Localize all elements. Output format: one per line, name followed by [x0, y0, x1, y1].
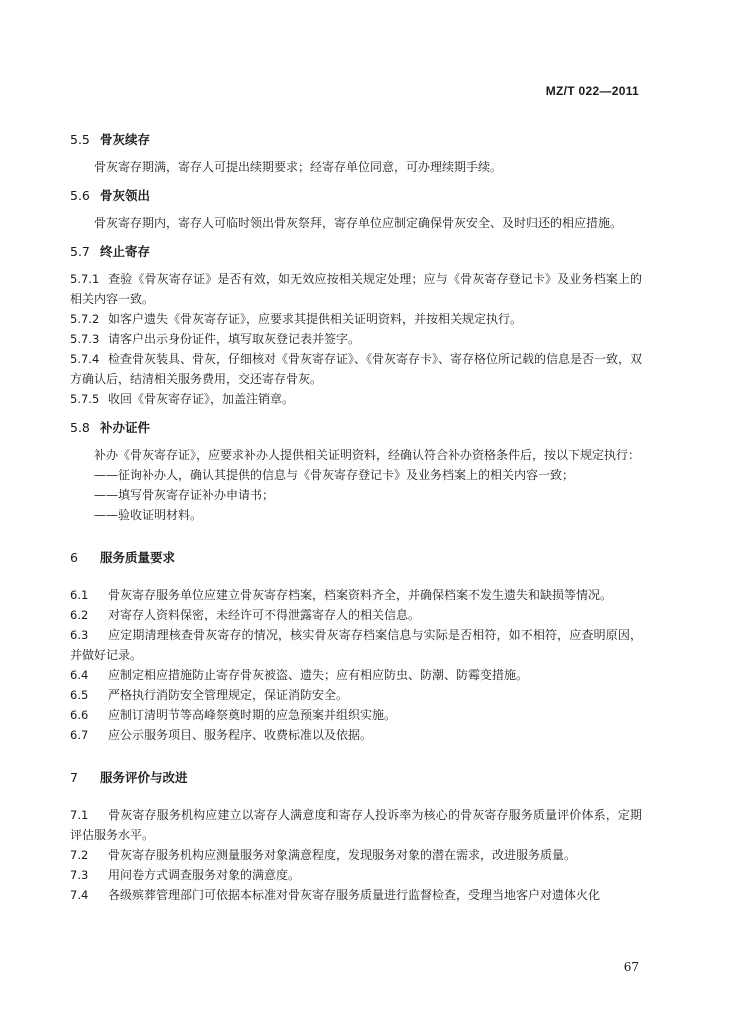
section-number: 7 [70, 770, 78, 785]
clause-number: 7.4 [70, 888, 89, 902]
clause-number: 6.2 [70, 608, 89, 622]
clause-number: 6.1 [70, 588, 89, 602]
clause-text: 应制订清明节等高峰祭奠时期的应急预案并组织实施。 [108, 708, 397, 722]
clause-6-5 [70, 685, 642, 705]
clause-text: 应定期清理核查骨灰寄存的情况，核实骨灰寄存档案信息与实际是否相符，如不相符，应查明原因，并做好记录。 [70, 628, 642, 662]
clause-5-7-5 [70, 389, 642, 409]
clause-text: 用问卷方式调查服务对象的满意度。 [108, 868, 301, 882]
clause-number: 5.7.2 [70, 312, 100, 326]
clause-text: 如客户遗失《骨灰寄存证》，应要求其提供相关证明资料，并按相关规定执行。 [108, 312, 523, 326]
clause-5-7-4 [70, 349, 642, 389]
section-title: 骨灰领出 [100, 188, 151, 203]
section-number: 5.5 [70, 132, 90, 147]
clause-number: 5.7.3 [70, 332, 100, 346]
section-5-8-paragraph: 补办《骨灰寄存证》，应要求补办人提供相关证明资料，经确认符合补办资格条件后，按以下规定执行： [94, 448, 641, 462]
clause-5-7-2 [70, 309, 642, 329]
clause-text: 骨灰寄存服务单位应建立骨灰寄存档案，档案资料齐全，并确保档案不发生遗失和缺损等情况。 [108, 588, 613, 602]
clause-text: 收回《骨灰寄存证》，加盖注销章。 [108, 392, 295, 406]
clause-text: 各级殡葬管理部门可依据本标准对骨灰寄存服务质量进行监督检查，受理当地客户对遗体火化 [108, 888, 601, 902]
clause-6-6 [70, 705, 642, 725]
dash-item: ——验收证明材料。 [94, 508, 203, 522]
clause-number: 7.3 [70, 868, 89, 882]
clause-7-1 [70, 805, 642, 845]
clause-number: 6.7 [70, 728, 89, 742]
clause-text: 查验《骨灰寄存证》是否有效，如无效应按相关规定处理；应与《骨灰寄存登记卡》及业务档案上的相关内容一致。 [70, 272, 642, 306]
page-number: 67 [623, 960, 639, 974]
section-title: 服务评价与改进 [100, 770, 188, 785]
clause-number: 6.4 [70, 668, 89, 682]
clause-text: 应公示服务项目、服务程序、收费标准以及依据。 [108, 728, 373, 742]
section-title: 补办证件 [100, 420, 151, 435]
section-title: 服务质量要求 [100, 550, 176, 565]
clause-7-4 [70, 885, 642, 905]
clause-number: 7.2 [70, 848, 89, 862]
section-title: 骨灰续存 [100, 132, 151, 147]
clause-7-3 [70, 865, 642, 885]
clause-text: 严格执行消防安全管理规定，保证消防安全。 [108, 688, 349, 702]
section-number: 5.8 [70, 420, 90, 435]
section-7-heading [70, 769, 642, 787]
section-5-5-heading [70, 131, 642, 149]
clause-number: 6.6 [70, 708, 89, 722]
dash-item: ——征询补办人，确认其提供的信息与《骨灰寄存登记卡》及业务档案上的相关内容一致； [94, 468, 575, 482]
clause-text: 骨灰寄存服务机构应测量服务对象满意程度，发现服务对象的潜在需求，改进服务质量。 [108, 848, 577, 862]
section-5-8-heading [70, 419, 642, 437]
section-title: 终止寄存 [100, 244, 151, 259]
section-number: 5.6 [70, 188, 90, 203]
section-number: 5.7 [70, 244, 90, 259]
clause-text: 请客户出示身份证件，填写取灰登记表并签字。 [108, 332, 361, 346]
clause-number: 6.5 [70, 688, 89, 702]
clause-number: 5.7.1 [70, 272, 100, 286]
clause-6-3 [70, 625, 642, 665]
dash-item: ——填写骨灰寄存证补办申请书； [94, 488, 275, 502]
standard-code: MZ/T 022—2011 [545, 84, 639, 98]
section-6-heading [70, 549, 642, 567]
clause-number: 5.7.5 [70, 392, 100, 406]
clause-6-2 [70, 605, 642, 625]
section-5-7-heading [70, 243, 642, 261]
clause-number: 6.3 [70, 628, 89, 642]
clause-text: 应制定相应措施防止寄存骨灰被盗、遗失；应有相应防虫、防潮、防霉变措施。 [108, 668, 529, 682]
document-body [70, 131, 642, 905]
clause-text: 骨灰寄存服务机构应建立以寄存人满意度和寄存人投诉率为核心的骨灰寄存服务质量评价体系，定期评估服务水平。 [70, 808, 642, 842]
clause-6-4 [70, 665, 642, 685]
clause-number: 5.7.4 [70, 352, 100, 366]
section-5-5-paragraph: 骨灰寄存期满，寄存人可提出续期要求；经寄存单位同意，可办理续期手续。 [94, 160, 503, 174]
clause-7-2 [70, 845, 642, 865]
clause-text: 检查骨灰装具、骨灰，仔细核对《骨灰寄存证》、《骨灰寄存卡》、寄存格位所记载的信息是否一致，双方确认后，结清相关服务费用，交还寄存骨灰。 [70, 352, 643, 386]
clause-5-7-3 [70, 329, 642, 349]
clause-number: 7.1 [70, 808, 89, 822]
clause-text: 对寄存人资料保密，未经许可不得泄露寄存人的相关信息。 [108, 608, 421, 622]
clause-6-1 [70, 585, 642, 605]
section-number: 6 [70, 550, 78, 565]
clause-6-7 [70, 725, 642, 745]
section-5-6-heading [70, 187, 642, 205]
section-5-6-paragraph: 骨灰寄存期内，寄存人可临时领出骨灰祭拜，寄存单位应制定确保骨灰安全、及时归还的相应措施。 [94, 216, 623, 230]
clause-5-7-1 [70, 269, 642, 309]
